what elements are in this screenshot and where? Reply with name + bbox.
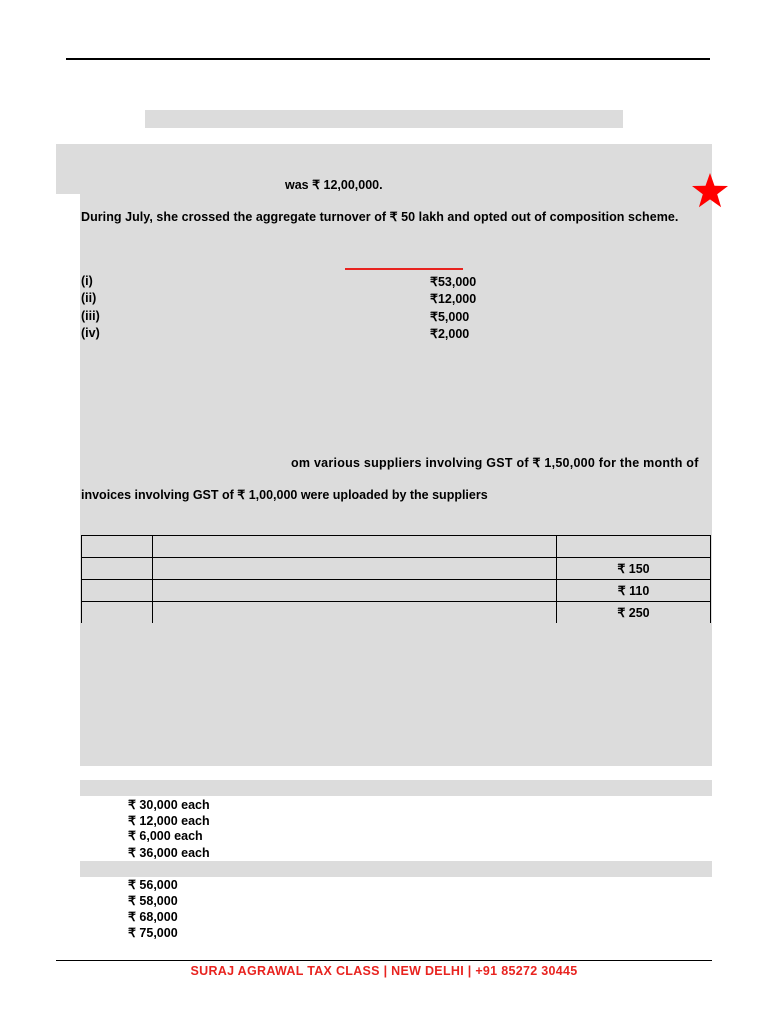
july-line: During July, she crossed the aggregate turnover of ₹ 50 lakh and opted out of composition scheme. <box>81 210 679 224</box>
question-b-highlight <box>80 861 712 877</box>
question-b-option: ₹ 58,000 <box>128 894 178 908</box>
option-label: (iv) <box>81 326 100 340</box>
table-cell-amount: ₹ 110 <box>557 580 711 602</box>
question-a-option: ₹ 30,000 each <box>128 798 210 812</box>
table-cell-amount: ₹ 250 <box>557 602 711 624</box>
table-cell <box>153 580 557 602</box>
footer-text: SURAJ AGRAWAL TAX CLASS | NEW DELHI | +91 85272 30445 <box>190 964 578 978</box>
option-label: (iii) <box>81 309 100 323</box>
question-a-highlight <box>80 780 712 796</box>
table-cell-amount <box>557 536 711 558</box>
table-row <box>82 536 711 558</box>
option-amount: ₹12,000 <box>430 292 477 306</box>
invoices-line: invoices involving GST of ₹ 1,00,000 were uploaded by the suppliers <box>81 488 488 502</box>
table-cell <box>153 602 557 624</box>
option-label: (ii) <box>81 291 97 305</box>
table-cell-amount: ₹ 150 <box>557 558 711 580</box>
turnover-line: was ₹ 12,00,000. <box>285 178 383 192</box>
footer-rule <box>56 960 712 961</box>
suppliers-line: om various suppliers involving GST of ₹ 1,50,000 for the month of <box>291 456 699 470</box>
table-cell <box>82 536 153 558</box>
invoice-table <box>81 535 711 623</box>
question-b-option: ₹ 56,000 <box>128 878 178 892</box>
table-row <box>82 602 711 624</box>
question-a-option: ₹ 6,000 each <box>128 829 203 843</box>
table-row <box>82 558 711 580</box>
option-amount: ₹5,000 <box>430 310 470 324</box>
table-cell <box>82 558 153 580</box>
red-underline <box>345 268 463 270</box>
star-icon <box>691 172 729 210</box>
table-row <box>82 580 711 602</box>
question-b-option: ₹ 75,000 <box>128 926 178 940</box>
question-a-option: ₹ 36,000 each <box>128 846 210 860</box>
table-cell <box>82 580 153 602</box>
table-cell <box>153 558 557 580</box>
table-cell <box>153 536 557 558</box>
title-highlight <box>145 110 623 128</box>
header-rule <box>66 58 710 60</box>
question-a-option: ₹ 12,000 each <box>128 814 210 828</box>
option-amount: ₹2,000 <box>430 327 470 341</box>
question-b-option: ₹ 68,000 <box>128 910 178 924</box>
table-cell <box>82 602 153 624</box>
option-amount: ₹53,000 <box>430 275 477 289</box>
option-label: (i) <box>81 274 93 288</box>
